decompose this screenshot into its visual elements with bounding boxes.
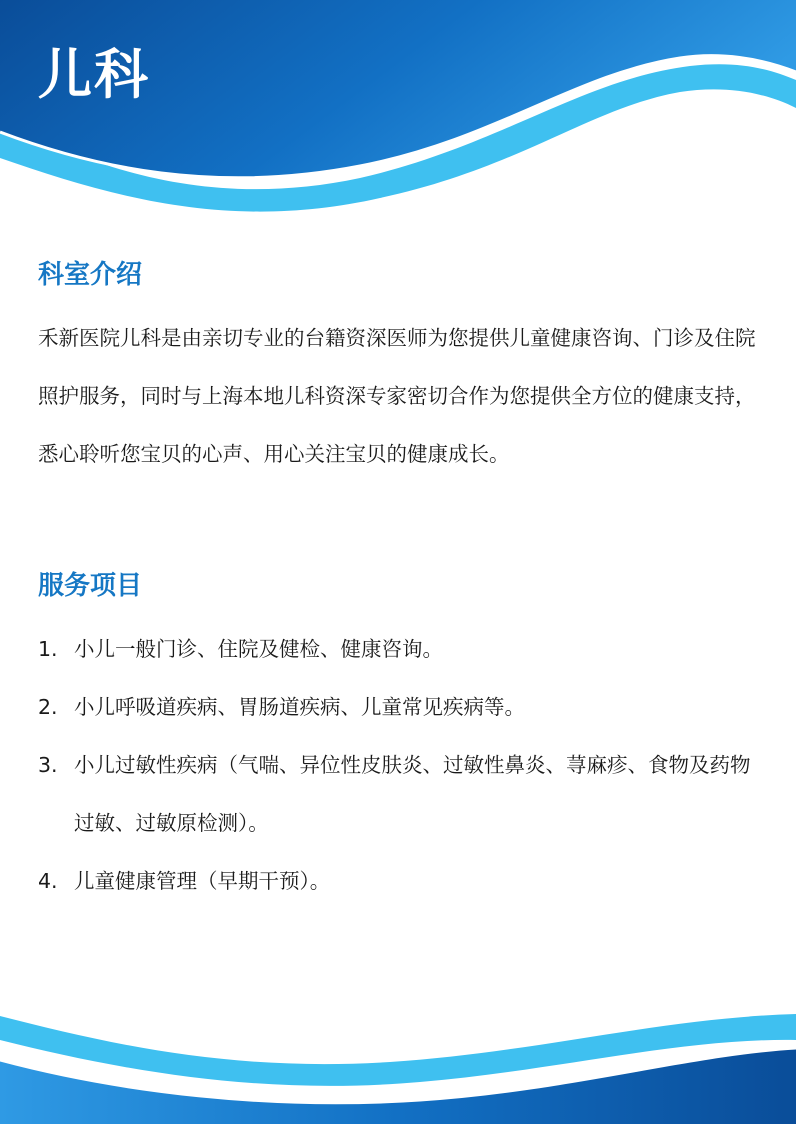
section-heading-services: 服务项目 (38, 571, 143, 601)
service-item (38, 736, 758, 852)
service-item-text: 小儿过敏性疾病（气喘、异位性皮肤炎、过敏性鼻炎、荨麻疹、食物及药物过敏、过敏原检测）。 (74, 753, 751, 835)
service-item (38, 678, 758, 736)
service-item-text: 小儿呼吸道疾病、胃肠道疾病、儿童常见疾病等。 (74, 695, 525, 719)
section-heading-intro: 科室介绍 (38, 260, 143, 290)
service-list (38, 620, 758, 910)
service-item-number: 2. (38, 695, 58, 719)
page-title: 儿科 (38, 43, 150, 106)
service-item-text: 儿童健康管理（早期干预）。 (74, 869, 331, 893)
service-item (38, 620, 758, 678)
service-item (38, 852, 758, 910)
intro-paragraph: 禾新医院儿科是由亲切专业的台籍资深医师为您提供儿童健康咨询、门诊及住院照护服务，同时与上海本地儿科资深专家密切合作为您提供全方位的健康支持，悉心聆听您宝贝的心声、用心关注宝贝的健康成长。 (38, 326, 756, 466)
service-item-number: 3. (38, 753, 58, 777)
service-item-text: 小儿一般门诊、住院及健检、健康咨询。 (74, 637, 443, 661)
service-item-number: 1. (38, 637, 58, 661)
footer-wave-banner (0, 1014, 796, 1124)
service-item-number: 4. (38, 869, 58, 893)
